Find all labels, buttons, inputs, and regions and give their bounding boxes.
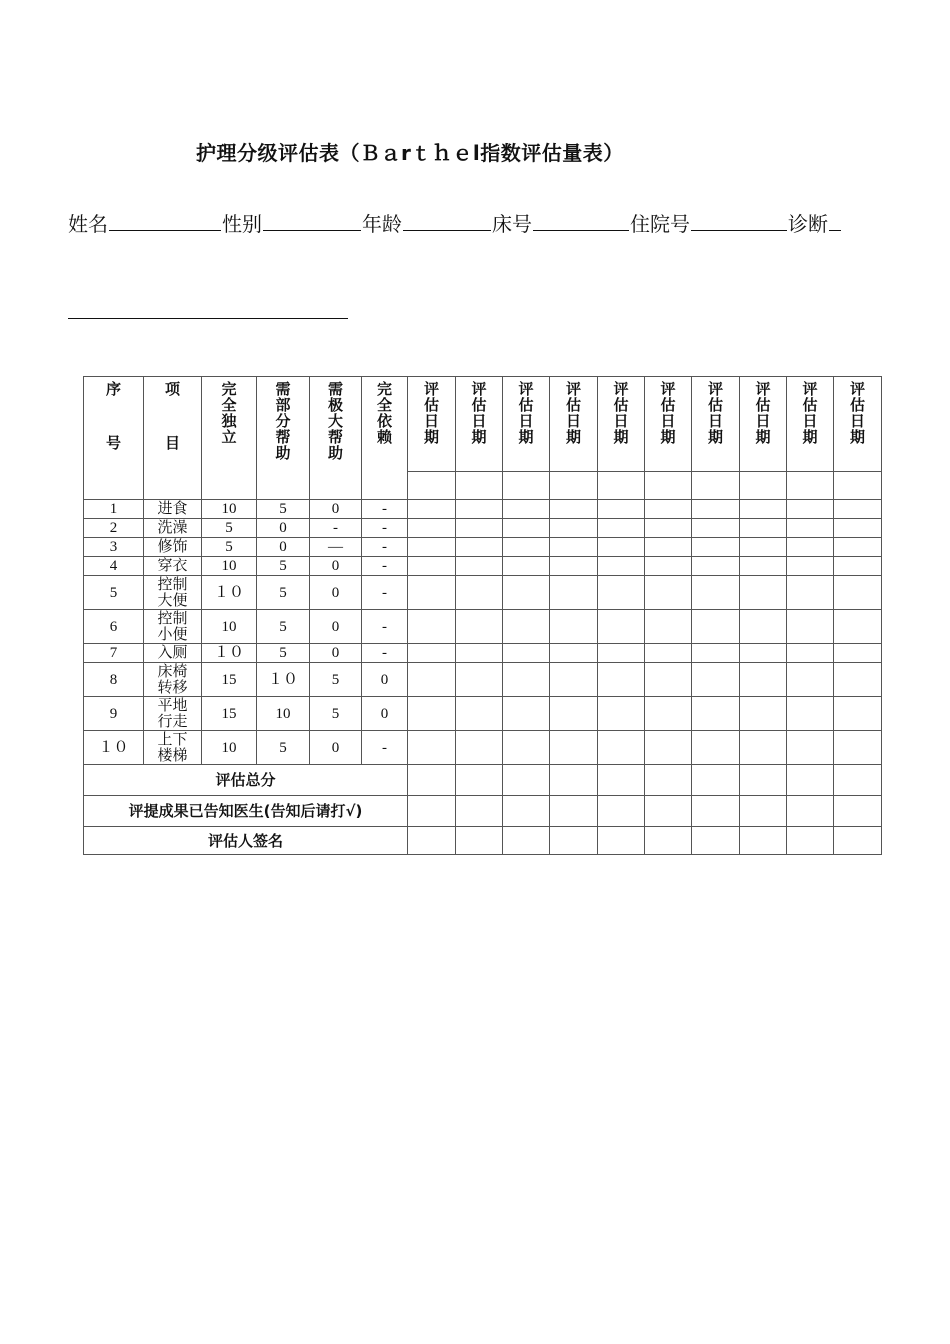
score-entry-cell[interactable] [503,538,550,557]
score-partial-help: 10 [257,697,310,731]
score-full-independent: 10 [202,610,257,644]
age-field[interactable] [403,212,491,231]
row-item: 入厕 [144,644,202,663]
score-cell[interactable] [834,765,882,796]
score-entry-cell[interactable] [740,576,787,610]
signature-cell[interactable] [550,827,598,855]
check-cell[interactable] [456,796,503,827]
score-great-help: — [310,538,362,557]
score-entry-cell[interactable] [692,519,740,538]
row-item: 穿衣 [144,557,202,576]
table-row [84,500,882,519]
check-cell[interactable] [787,796,834,827]
row-seq: 7 [84,644,144,663]
score-entry-cell[interactable] [692,731,740,765]
bed-label: 床号 [492,212,532,236]
row-seq: 1 [84,500,144,519]
score-entry-cell[interactable] [834,697,882,731]
score-cell[interactable] [456,765,503,796]
date-input[interactable] [645,472,692,500]
table-row [84,576,882,610]
score-entry-cell[interactable] [408,576,456,610]
header-eval-date: 评 估 日 期 [692,377,740,472]
score-cell[interactable] [550,765,598,796]
score-entry-cell[interactable] [740,663,787,697]
signature-cell[interactable] [692,827,740,855]
row-seq: １０ [84,731,144,765]
score-entry-cell[interactable] [692,644,740,663]
score-cell[interactable] [598,765,645,796]
date-input[interactable] [598,472,645,500]
header-eval-date: 评 估 日 期 [503,377,550,472]
score-entry-cell[interactable] [834,663,882,697]
score-entry-cell[interactable] [645,538,692,557]
row-seq: 3 [84,538,144,557]
row-item: 洗澡 [144,519,202,538]
score-entry-cell[interactable] [645,644,692,663]
row-seq: 5 [84,576,144,610]
score-cell[interactable] [692,765,740,796]
score-entry-cell[interactable] [598,610,645,644]
date-input[interactable] [503,472,550,500]
score-entry-cell[interactable] [645,557,692,576]
score-entry-cell[interactable] [834,519,882,538]
score-entry-cell[interactable] [503,731,550,765]
signature-cell[interactable] [456,827,503,855]
score-entry-cell[interactable] [503,610,550,644]
date-input[interactable] [834,472,882,500]
score-entry-cell[interactable] [598,538,645,557]
gender-label: 性别 [222,212,262,236]
score-entry-cell[interactable] [408,610,456,644]
score-entry-cell[interactable] [740,519,787,538]
score-partial-help: 5 [257,610,310,644]
score-entry-cell[interactable] [787,538,834,557]
header-full-independent: 完 全 独 立 [202,377,257,500]
score-entry-cell[interactable] [740,538,787,557]
score-partial-help: 0 [257,519,310,538]
header-eval-date: 评 估 日 期 [645,377,692,472]
signature-cell[interactable] [834,827,882,855]
score-entry-cell[interactable] [550,557,598,576]
score-entry-cell[interactable] [645,610,692,644]
score-entry-cell[interactable] [503,697,550,731]
row-item: 平地行走 [144,697,202,731]
table-row [84,557,882,576]
score-entry-cell[interactable] [645,576,692,610]
score-full-independent: 15 [202,697,257,731]
score-entry-cell[interactable] [787,697,834,731]
score-entry-cell[interactable] [740,500,787,519]
table-row [84,663,882,697]
check-cell[interactable] [645,796,692,827]
score-entry-cell[interactable] [550,538,598,557]
score-entry-cell[interactable] [692,538,740,557]
row-item: 控制大便 [144,576,202,610]
name-field[interactable] [109,212,221,231]
header-eval-date: 评 估 日 期 [408,377,456,472]
date-input[interactable] [787,472,834,500]
check-cell[interactable] [834,796,882,827]
score-great-help: 0 [310,610,362,644]
score-entry-cell[interactable] [503,557,550,576]
score-great-help: 5 [310,663,362,697]
score-entry-cell[interactable] [645,519,692,538]
score-entry-cell[interactable] [503,576,550,610]
diagnosis-field-continued[interactable] [68,296,348,319]
header-eval-date: 评 估 日 期 [740,377,787,472]
row-seq: 6 [84,610,144,644]
table-row [84,697,882,731]
header-item: 项 目 [144,377,202,500]
score-partial-help: 5 [257,576,310,610]
row-seq: 9 [84,697,144,731]
score-entry-cell[interactable] [408,697,456,731]
score-entry-cell[interactable] [692,557,740,576]
score-entry-cell[interactable] [598,576,645,610]
score-cell[interactable] [740,765,787,796]
score-entry-cell[interactable] [740,610,787,644]
score-entry-cell[interactable] [645,663,692,697]
row-seq: 2 [84,519,144,538]
score-entry-cell[interactable] [787,557,834,576]
score-entry-cell[interactable] [834,500,882,519]
score-full-dependent: - [362,538,408,557]
date-input[interactable] [740,472,787,500]
score-entry-cell[interactable] [408,538,456,557]
header-eval-date: 评 估 日 期 [834,377,882,472]
check-cell[interactable] [550,796,598,827]
score-full-independent: 10 [202,557,257,576]
score-partial-help: 5 [257,500,310,519]
score-great-help: 0 [310,500,362,519]
score-entry-cell[interactable] [692,576,740,610]
score-entry-cell[interactable] [456,538,503,557]
admission-label: 住院号 [630,212,690,236]
score-entry-cell[interactable] [456,500,503,519]
score-rows [84,500,882,765]
row-item: 进食 [144,500,202,519]
barthel-table [83,376,882,855]
score-entry-cell[interactable] [645,697,692,731]
check-cell[interactable] [503,796,550,827]
score-entry-cell[interactable] [645,500,692,519]
diagnosis-field[interactable] [829,212,841,231]
score-entry-cell[interactable] [408,663,456,697]
score-entry-cell[interactable] [550,663,598,697]
score-entry-cell[interactable] [834,538,882,557]
score-full-dependent: 0 [362,663,408,697]
score-entry-cell[interactable] [740,644,787,663]
score-entry-cell[interactable] [787,644,834,663]
score-entry-cell[interactable] [740,557,787,576]
score-entry-cell[interactable] [456,697,503,731]
score-full-dependent: - [362,576,408,610]
patient-info-line [68,208,888,238]
score-great-help: 0 [310,576,362,610]
signature-cell[interactable] [787,827,834,855]
gender-field[interactable] [263,212,361,231]
score-full-dependent: - [362,519,408,538]
score-entry-cell[interactable] [787,731,834,765]
score-cell[interactable] [408,765,456,796]
score-great-help: - [310,519,362,538]
table-row [84,731,882,765]
row-item: 上下楼梯 [144,731,202,765]
score-entry-cell[interactable] [834,644,882,663]
score-full-independent: １０ [202,644,257,663]
score-full-dependent: 0 [362,697,408,731]
table-row [84,519,882,538]
score-great-help: 5 [310,697,362,731]
score-partial-help: 5 [257,644,310,663]
signature-cell[interactable] [645,827,692,855]
score-entry-cell[interactable] [598,697,645,731]
bed-field[interactable] [533,212,629,231]
date-input[interactable] [692,472,740,500]
score-entry-cell[interactable] [834,557,882,576]
score-cell[interactable] [503,765,550,796]
score-entry-cell[interactable] [787,500,834,519]
score-entry-cell[interactable] [598,731,645,765]
score-entry-cell[interactable] [598,519,645,538]
score-entry-cell[interactable] [550,576,598,610]
score-entry-cell[interactable] [645,731,692,765]
date-input[interactable] [408,472,456,500]
score-full-independent: 10 [202,500,257,519]
row-item: 床椅转移 [144,663,202,697]
score-entry-cell[interactable] [456,557,503,576]
score-entry-cell[interactable] [550,519,598,538]
score-entry-cell[interactable] [692,697,740,731]
score-full-independent: 15 [202,663,257,697]
score-entry-cell[interactable] [834,576,882,610]
score-entry-cell[interactable] [456,731,503,765]
score-entry-cell[interactable] [550,610,598,644]
score-entry-cell[interactable] [550,697,598,731]
score-entry-cell[interactable] [408,519,456,538]
score-partial-help: 5 [257,731,310,765]
score-entry-cell[interactable] [408,557,456,576]
date-input[interactable] [456,472,503,500]
header-great-help: 需 极 大 帮 助 [310,377,362,500]
score-entry-cell[interactable] [550,731,598,765]
score-entry-cell[interactable] [550,644,598,663]
score-entry-cell[interactable] [503,644,550,663]
score-entry-cell[interactable] [787,519,834,538]
header-eval-date: 评 估 日 期 [598,377,645,472]
check-cell[interactable] [692,796,740,827]
check-cell[interactable] [598,796,645,827]
score-great-help: 0 [310,557,362,576]
signature-cell[interactable] [503,827,550,855]
total-score-label: 评估总分 [84,765,408,796]
score-entry-cell[interactable] [456,663,503,697]
score-full-independent: 5 [202,538,257,557]
score-entry-cell[interactable] [598,644,645,663]
score-entry-cell[interactable] [834,731,882,765]
diagnosis-label: 诊断 [788,212,828,236]
table-row [84,538,882,557]
score-entry-cell[interactable] [787,576,834,610]
date-input[interactable] [550,472,598,500]
score-entry-cell[interactable] [503,500,550,519]
score-entry-cell[interactable] [834,610,882,644]
score-entry-cell[interactable] [692,663,740,697]
row-seq: 4 [84,557,144,576]
row-item: 控制小便 [144,610,202,644]
signature-cell[interactable] [740,827,787,855]
score-entry-cell[interactable] [456,576,503,610]
score-cell[interactable] [787,765,834,796]
score-entry-cell[interactable] [456,519,503,538]
signature-cell[interactable] [408,827,456,855]
header-seq: 序 号 [84,377,144,500]
score-entry-cell[interactable] [408,731,456,765]
table-row [84,610,882,644]
table-row [84,644,882,663]
score-entry-cell[interactable] [456,610,503,644]
score-full-independent: 5 [202,519,257,538]
score-entry-cell[interactable] [740,731,787,765]
row-seq: 8 [84,663,144,697]
score-entry-cell[interactable] [692,610,740,644]
score-entry-cell[interactable] [598,500,645,519]
signature-cell[interactable] [598,827,645,855]
score-partial-help: 0 [257,538,310,557]
score-entry-cell[interactable] [692,500,740,519]
score-full-dependent: - [362,731,408,765]
assessor-signature-label: 评估人签名 [84,827,408,855]
score-entry-cell[interactable] [787,663,834,697]
name-label: 姓名 [68,212,108,236]
score-entry-cell[interactable] [598,663,645,697]
score-entry-cell[interactable] [598,557,645,576]
header-eval-date: 评 估 日 期 [787,377,834,472]
score-entry-cell[interactable] [503,663,550,697]
score-entry-cell[interactable] [456,644,503,663]
score-partial-help: 5 [257,557,310,576]
score-partial-help: １０ [257,663,310,697]
score-entry-cell[interactable] [787,610,834,644]
score-entry-cell[interactable] [503,519,550,538]
header-partial-help: 需 部 分 帮 助 [257,377,310,500]
notify-doctor-label: 评提成果已告知医生(告知后请打√) [84,796,408,827]
header-full-dependent: 完 全 依 赖 [362,377,408,500]
age-label: 年龄 [362,212,402,236]
score-entry-cell[interactable] [408,500,456,519]
admission-field[interactable] [691,212,787,231]
score-great-help: 0 [310,731,362,765]
header-eval-date: 评 估 日 期 [456,377,503,472]
score-cell[interactable] [645,765,692,796]
check-cell[interactable] [740,796,787,827]
score-full-dependent: - [362,610,408,644]
score-full-dependent: - [362,557,408,576]
score-entry-cell[interactable] [408,644,456,663]
score-entry-cell[interactable] [550,500,598,519]
score-full-independent: 10 [202,731,257,765]
check-cell[interactable] [408,796,456,827]
score-great-help: 0 [310,644,362,663]
score-entry-cell[interactable] [740,697,787,731]
page-title: 护理分级评估表（Ｂａrｔｈｅl指数评估量表） [196,141,624,165]
score-full-dependent: - [362,500,408,519]
row-item: 修饰 [144,538,202,557]
header-eval-date: 评 估 日 期 [550,377,598,472]
score-full-dependent: - [362,644,408,663]
score-full-independent: １０ [202,576,257,610]
